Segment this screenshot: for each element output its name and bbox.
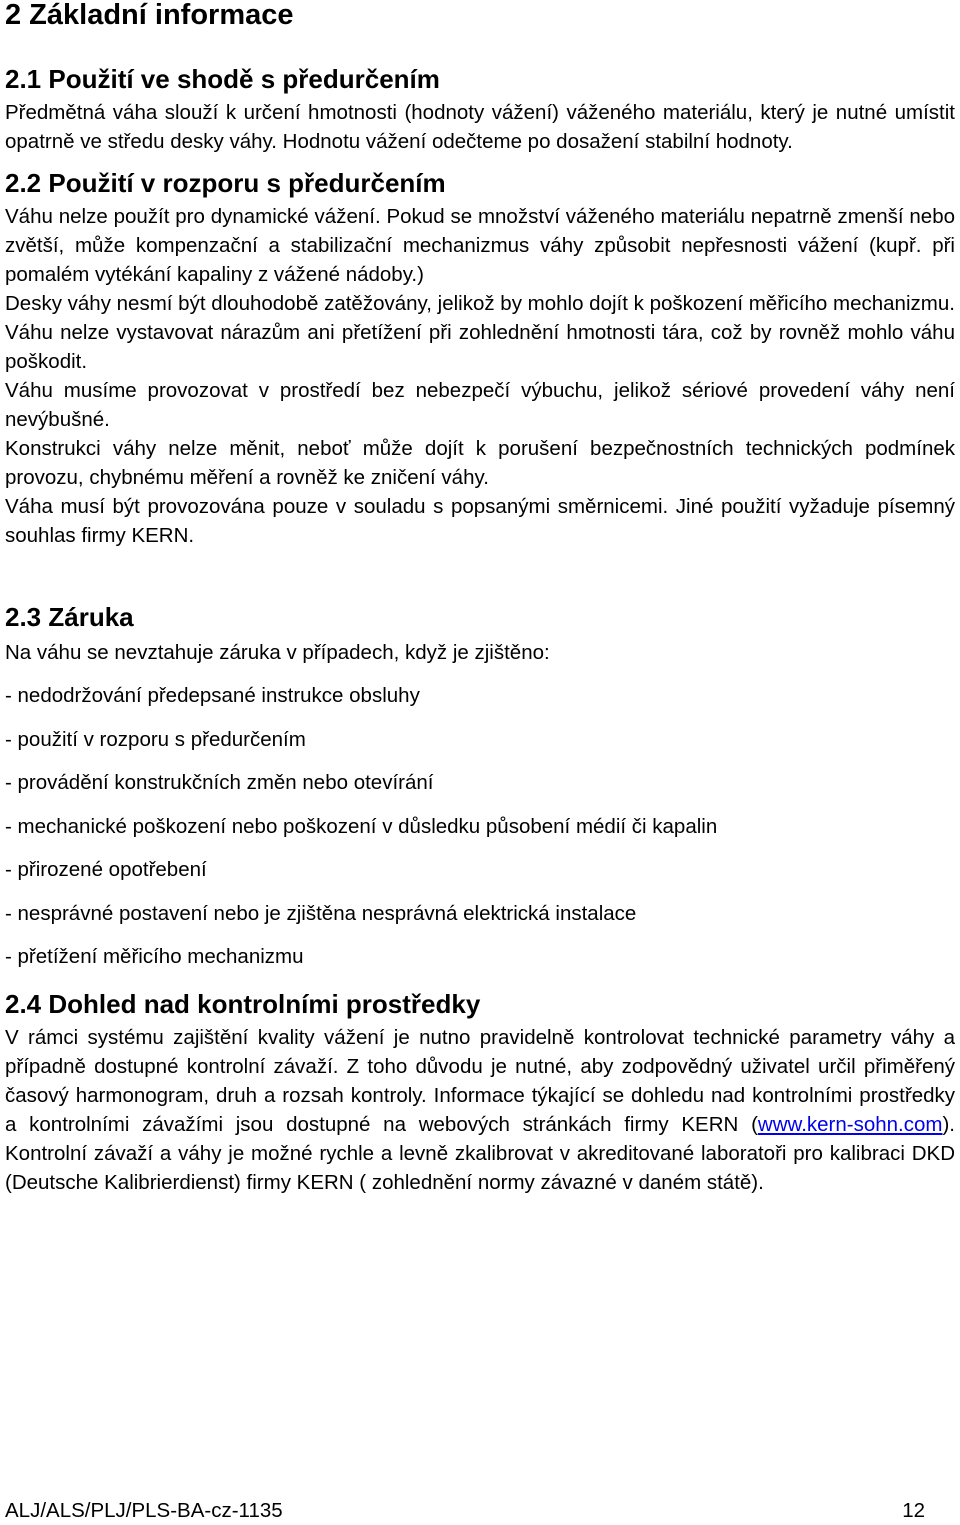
page-footer <box>5 1496 925 1525</box>
list-item: - mechanické poškození nebo poškození v důsledku působení médií či kapalin <box>5 814 718 838</box>
paragraph: Váhu musíme provozovat v prostředí bez nebezpečí výbuchu, jelikož sériové provedení váhy není nevýbušné. <box>5 379 955 431</box>
list-item: - provádění konstrukčních změn nebo otevírání <box>5 771 434 794</box>
list-item: - nesprávné postavení nebo je zjištěna nesprávná elektrická instalace <box>5 901 637 925</box>
footer-doc-code: ALJ/ALS/PLJ/PLS-BA-cz-1135 <box>5 1499 283 1522</box>
section-title-2-4: 2.4 Dohled nad kontrolními prostředky <box>5 989 481 1019</box>
section-2-3 <box>5 602 955 971</box>
section-title-2-2: 2.2 Použití v rozporu s předurčením <box>5 168 446 198</box>
paragraph-text: V rámci systému zajištění kvality vážení je nutno pravidelně kontrolovat technické parametry váhy a případně dostupné kontrolní závaží. Z toho důvodu je nutné, aby zodpovědný uživatel určil přiměřený časový harmonogram, druh a rozsah kontroly. Informace týkající se dohledu nad kontrolními prostředky a kontrolními závažími jsou dostupné na webových stránkách firmy KERN ( <box>5 1026 955 1136</box>
section-title-2-1: 2.1 Použití ve shodě s předurčením <box>5 64 440 94</box>
warranty-intro: Na váhu se nevztahuje záruka v případech, když je zjištěno: <box>5 641 550 664</box>
list-item: - přetížení měřicího mechanizmu <box>5 945 304 968</box>
paragraph: Desky váhy nesmí být dlouhodobě zatěžovány, jelikož by mohlo dojít k poškození měřicího mechanizmu. <box>5 292 955 315</box>
paragraph-text: ). Kontrolní závaží a váhy je možné rychle a levně zkalibrovat v akreditované laboratoři pro kalibraci DKD (Deutsche Kalibrierdienst) firmy KERN ( zohlednění normy závazné v daném státě). <box>5 1113 955 1194</box>
paragraph: Váhu nelze použít pro dynamické vážení. Pokud se množství váženého materiálu nepatrně zmenší nebo zvětší, může kompenzační a stabilizační mechanizmus váhy způsobit nepřesnosti vážení (kupř. při pomalém vytékání kapaliny z vážené nádoby.) <box>5 205 955 286</box>
paragraph: Předmětná váha slouží k určení hmotnosti (hodnoty vážení) váženého materiálu, který je nutné umístit opatrně ve středu desky váhy. Hodnotu vážení odečteme po dosažení stabilní hodnoty. <box>5 101 955 153</box>
document-page <box>5 0 955 1197</box>
paragraph: Konstrukci váhy nelze měnit, neboť může dojít k porušení bezpečnostních technických podmínek provozu, chybnému měření a rovněž ke zničení váhy. <box>5 437 955 489</box>
footer-page-number: 12 <box>902 1499 925 1522</box>
kern-website-link[interactable]: www.kern-sohn.com <box>757 1113 943 1136</box>
paragraph <box>5 1023 955 1197</box>
paragraph: Váhu nelze vystavovat nárazům ani přetížení při zohlednění hmotnosti tára, což by rovněž mohlo váhu poškodit. <box>5 321 955 373</box>
section-title-2-3: 2.3 Záruka <box>5 602 134 632</box>
section-2-4 <box>5 989 955 1197</box>
paragraph: Váha musí být provozována pouze v souladu s popsanými směrnicemi. Jiné použití vyžaduje písemný souhlas firmy KERN. <box>5 495 955 547</box>
list-item: - přirozené opotřebení <box>5 858 207 881</box>
warranty-exclusion-list <box>5 681 955 971</box>
list-item: - použití v rozporu s předurčením <box>5 727 306 751</box>
list-item: - nedodržování předepsané instrukce obsluhy <box>5 684 420 707</box>
section-2-2 <box>5 168 955 550</box>
section-2-1 <box>5 64 955 156</box>
chapter-title: 2 Základní informace <box>5 0 294 31</box>
